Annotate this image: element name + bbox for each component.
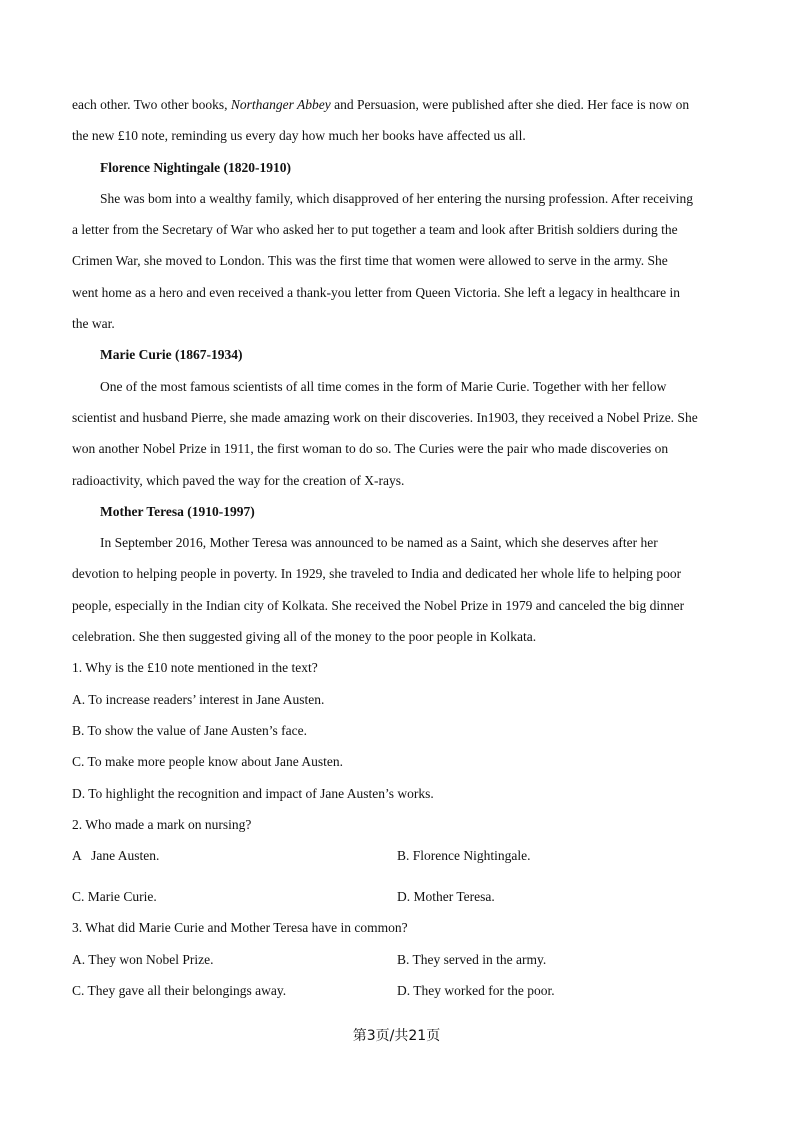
section-heading-curie: Marie Curie (1867-1934) (100, 347, 243, 363)
answer-option: C. Marie Curie. (72, 889, 157, 905)
paragraph-line (72, 92, 724, 123)
page-number: 第3页/共21页 (352, 1028, 441, 1044)
answer-option: A Jane Austen. (72, 848, 160, 864)
question-stem: 3. What did Marie Curie and Mother Teresa have in common? (72, 920, 408, 936)
paragraph-line: people, especially in the Indian city of Kolkata. She received the Nobel Prize in 1979 and canceled the big dinner (72, 597, 685, 613)
paragraph-line: the new £10 note, reminding us every day how much her books have affected us all. (72, 128, 526, 144)
book-title-italic: Northanger Abbey (230, 97, 331, 112)
answer-option: D. To highlight the recognition and impact of Jane Austen’s works. (72, 785, 434, 801)
paragraph-line: devotion to helping people in poverty. In 1929, she traveled to India and dedicated her whole life to helping poor (72, 566, 682, 582)
answer-option: B. To show the value of Jane Austen’s face. (72, 722, 308, 738)
text-run: each other. Two other books, (72, 97, 231, 112)
question-stem: 2. Who made a mark on nursing? (72, 816, 252, 832)
answer-option: B. They served in the army. (397, 951, 547, 967)
paragraph-line: went home as a hero and even received a thank-you letter from Queen Victoria. She left a legacy in healthcare in (72, 284, 681, 300)
answer-option: C. They gave all their belongings away. (72, 983, 287, 999)
paragraph-line: the war. (72, 316, 115, 332)
paragraph-line: Crimen War, she moved to London. This was the first time that women were allowed to serve in the army. She (72, 253, 668, 269)
question-stem: 1. Why is the £10 note mentioned in the text? (72, 660, 318, 676)
paragraph-line: won another Nobel Prize in 1911, the first woman to do so. The Curies were the pair who made discoveries on (72, 441, 669, 457)
answer-option: B. Florence Nightingale. (397, 848, 531, 864)
document-page (72, 92, 724, 1009)
paragraph-line: scientist and husband Pierre, she made amazing work on their discoveries. In1903, they received a Nobel Prize. She (72, 409, 698, 425)
option-row (72, 884, 724, 915)
answer-option: D. They worked for the poor. (397, 983, 555, 999)
answer-option: D. Mother Teresa. (397, 889, 495, 905)
section-heading-teresa: Mother Teresa (1910-1997) (100, 503, 255, 519)
paragraph-line: In September 2016, Mother Teresa was announced to be named as a Saint, which she deserves after her (100, 535, 658, 551)
option-row (72, 978, 724, 1009)
paragraph-line: celebration. She then suggested giving all of the money to the poor people in Kolkata. (72, 629, 537, 645)
option-row (72, 843, 724, 884)
answer-option: A. They won Nobel Prize. (72, 951, 214, 967)
paragraph-line: radioactivity, which paved the way for the creation of X-rays. (72, 472, 405, 488)
answer-option: A. To increase readers’ interest in Jane Austen. (72, 691, 325, 707)
text-run: and Persuasion, were published after she died. Her face is now on (330, 97, 690, 112)
section-heading-nightingale: Florence Nightingale (1820-1910) (100, 159, 291, 175)
option-row (72, 947, 724, 978)
paragraph-line: One of the most famous scientists of all time comes in the form of Marie Curie. Together with her fellow (100, 378, 667, 394)
answer-option: C. To make more people know about Jane Austen. (72, 754, 344, 770)
paragraph-line: a letter from the Secretary of War who asked her to put together a team and look after British soldiers during the (72, 222, 678, 238)
paragraph-line: She was bom into a wealthy family, which disapproved of her entering the nursing profession. After receiving (100, 190, 693, 206)
